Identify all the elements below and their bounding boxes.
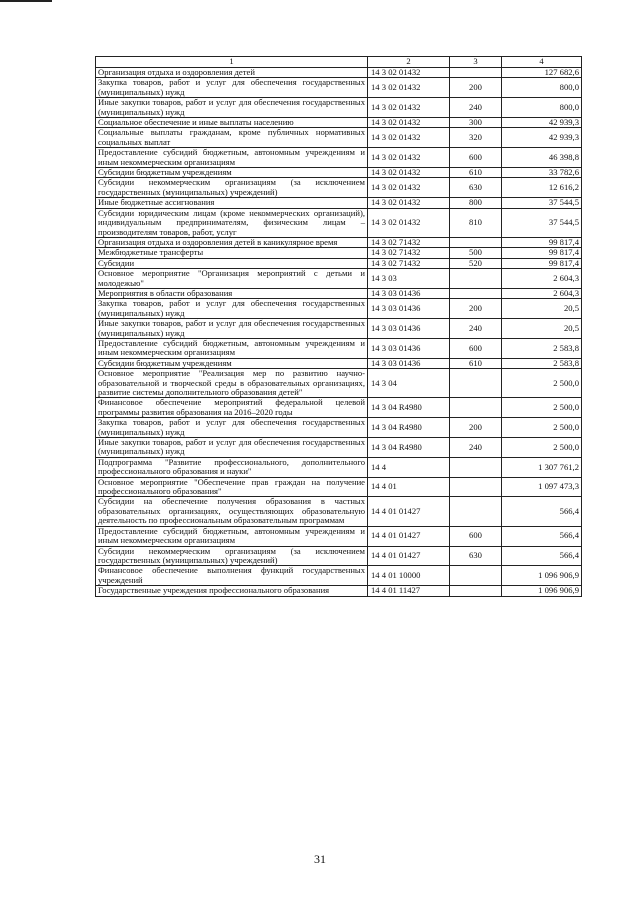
table-row <box>96 248 582 258</box>
table-row <box>96 68 582 78</box>
row-code: 14 3 02 71432 <box>368 248 450 258</box>
row-name: Подпрограмма "Развитие профессионального, дополнительного профессионального образования и науки" <box>96 457 368 477</box>
table-row <box>96 586 582 596</box>
table-row <box>96 208 582 237</box>
row-code: 14 3 04 <box>368 369 450 398</box>
row-name: Субсидии некоммерческим организациям (за исключением государственных (муниципальных) учреждений) <box>96 178 368 198</box>
row-code: 14 3 04 R4980 <box>368 398 450 418</box>
row-code: 14 3 02 01432 <box>368 78 450 98</box>
row-amount: 20,5 <box>502 299 582 319</box>
table-row <box>96 546 582 566</box>
row-type <box>450 237 502 247</box>
table-row <box>96 566 582 586</box>
table-row <box>96 497 582 526</box>
row-type: 520 <box>450 258 502 268</box>
row-type: 240 <box>450 98 502 118</box>
row-type <box>450 369 502 398</box>
row-amount: 2 583,8 <box>502 358 582 368</box>
row-type <box>450 586 502 596</box>
row-amount: 20,5 <box>502 319 582 339</box>
row-code: 14 3 02 71432 <box>368 237 450 247</box>
row-name: Предоставление субсидий бюджетным, автономным учреждениям и иным некоммерческим организациям <box>96 338 368 358</box>
table-row <box>96 319 582 339</box>
row-type <box>450 288 502 298</box>
row-name: Государственные учреждения профессионального образования <box>96 586 368 596</box>
row-code: 14 3 02 01432 <box>368 198 450 208</box>
table-row <box>96 526 582 546</box>
row-name: Межбюджетные трансферты <box>96 248 368 258</box>
table-row <box>96 398 582 418</box>
row-type <box>450 68 502 78</box>
row-amount: 2 500,0 <box>502 418 582 438</box>
row-code: 14 3 02 01432 <box>368 68 450 78</box>
row-code: 14 3 02 71432 <box>368 258 450 268</box>
row-type: 600 <box>450 148 502 168</box>
row-type: 610 <box>450 168 502 178</box>
table-row <box>96 128 582 148</box>
table-row <box>96 118 582 128</box>
row-name: Иные закупки товаров, работ и услуг для обеспечения государственных (муниципальных) нужд <box>96 98 368 118</box>
row-code: 14 4 01 10000 <box>368 566 450 586</box>
row-name: Мероприятия в области образования <box>96 288 368 298</box>
row-type: 810 <box>450 208 502 237</box>
row-code: 14 3 04 R4980 <box>368 438 450 458</box>
row-amount: 566,4 <box>502 497 582 526</box>
row-name: Социальное обеспечение и иные выплаты населению <box>96 118 368 128</box>
row-type: 600 <box>450 526 502 546</box>
row-type: 240 <box>450 319 502 339</box>
row-amount: 33 782,6 <box>502 168 582 178</box>
table-row <box>96 369 582 398</box>
row-code: 14 3 03 01436 <box>368 319 450 339</box>
row-type <box>450 497 502 526</box>
row-name: Иные бюджетные ассигнования <box>96 198 368 208</box>
row-amount: 566,4 <box>502 546 582 566</box>
row-name: Предоставление субсидий бюджетным, автономным учреждениям и иным некоммерческим организациям <box>96 526 368 546</box>
row-amount: 2 604,3 <box>502 288 582 298</box>
row-name: Организация отдыха и оздоровления детей <box>96 68 368 78</box>
table-row <box>96 148 582 168</box>
row-code: 14 3 03 01436 <box>368 299 450 319</box>
row-code: 14 3 03 01436 <box>368 288 450 298</box>
row-amount: 1 097 473,3 <box>502 477 582 497</box>
row-code: 14 3 02 01432 <box>368 208 450 237</box>
row-name: Субсидии <box>96 258 368 268</box>
row-code: 14 4 01 01427 <box>368 546 450 566</box>
row-amount: 127 682,6 <box>502 68 582 78</box>
row-code: 14 3 03 01436 <box>368 338 450 358</box>
row-amount: 800,0 <box>502 98 582 118</box>
table-row <box>96 269 582 289</box>
table-row <box>96 438 582 458</box>
row-code: 14 3 02 01432 <box>368 148 450 168</box>
row-name: Основное мероприятие "Обеспечение прав граждан на получение профессионального образования" <box>96 477 368 497</box>
table-row <box>96 178 582 198</box>
table-row <box>96 338 582 358</box>
row-type: 610 <box>450 358 502 368</box>
row-code: 14 3 02 01432 <box>368 118 450 128</box>
row-code: 14 4 <box>368 457 450 477</box>
row-name: Основное мероприятие "Организация мероприятий с детьми и молодежью" <box>96 269 368 289</box>
table-row <box>96 299 582 319</box>
row-code: 14 3 04 R4980 <box>368 418 450 438</box>
row-amount: 42 939,3 <box>502 118 582 128</box>
row-name: Закупка товаров, работ и услуг для обеспечения государственных (муниципальных) нужд <box>96 418 368 438</box>
table-row <box>96 237 582 247</box>
row-name: Социальные выплаты гражданам, кроме публичных нормативных социальных выплат <box>96 128 368 148</box>
table-row <box>96 258 582 268</box>
row-name: Предоставление субсидий бюджетным, автономным учреждениям и иным некоммерческим организациям <box>96 148 368 168</box>
row-amount: 2 604,3 <box>502 269 582 289</box>
row-name: Субсидии юридическим лицам (кроме некоммерческих организаций), индивидуальным предпринимателям, физическим лицам – производителям товаров, работ, услуг <box>96 208 368 237</box>
row-name: Субсидии на обеспечение получения образования в частных образовательных организациях, осуществляющих образовательную деятельность по профессиональным образовательным программам <box>96 497 368 526</box>
row-code: 14 3 03 01436 <box>368 358 450 368</box>
row-amount: 99 817,4 <box>502 248 582 258</box>
table-row <box>96 98 582 118</box>
row-code: 14 3 02 01432 <box>368 168 450 178</box>
table-header-row <box>96 57 582 68</box>
row-code: 14 4 01 11427 <box>368 586 450 596</box>
row-name: Иные закупки товаров, работ и услуг для обеспечения государственных (муниципальных) нужд <box>96 319 368 339</box>
row-amount: 46 398,8 <box>502 148 582 168</box>
row-type: 200 <box>450 418 502 438</box>
row-code: 14 4 01 01427 <box>368 497 450 526</box>
row-amount: 99 817,4 <box>502 237 582 247</box>
row-name: Закупка товаров, работ и услуг для обеспечения государственных (муниципальных) нужд <box>96 78 368 98</box>
row-name: Субсидии бюджетным учреждениям <box>96 358 368 368</box>
page-number: 31 <box>314 852 326 866</box>
row-name: Субсидии некоммерческим организациям (за исключением государственных (муниципальных) учреждений) <box>96 546 368 566</box>
top-margin-mark <box>0 0 52 2</box>
row-type <box>450 566 502 586</box>
table-row <box>96 457 582 477</box>
row-code: 14 3 02 01432 <box>368 178 450 198</box>
table-row <box>96 168 582 178</box>
header-col-4: 4 <box>502 57 582 68</box>
budget-table <box>95 56 582 597</box>
row-type <box>450 457 502 477</box>
header-col-2: 2 <box>368 57 450 68</box>
row-amount: 2 500,0 <box>502 398 582 418</box>
row-code: 14 4 01 01427 <box>368 526 450 546</box>
row-type: 500 <box>450 248 502 258</box>
row-amount: 800,0 <box>502 78 582 98</box>
header-col-3: 3 <box>450 57 502 68</box>
header-col-1: 1 <box>96 57 368 68</box>
row-type: 630 <box>450 178 502 198</box>
row-type <box>450 398 502 418</box>
row-amount: 1 307 761,2 <box>502 457 582 477</box>
table-row <box>96 477 582 497</box>
row-type: 800 <box>450 198 502 208</box>
row-amount: 37 544,5 <box>502 198 582 208</box>
row-code: 14 3 02 01432 <box>368 128 450 148</box>
row-amount: 42 939,3 <box>502 128 582 148</box>
row-amount: 2 500,0 <box>502 369 582 398</box>
row-amount: 37 544,5 <box>502 208 582 237</box>
row-type: 630 <box>450 546 502 566</box>
row-name: Организация отдыха и оздоровления детей в каникулярное время <box>96 237 368 247</box>
table-row <box>96 288 582 298</box>
row-amount: 12 616,2 <box>502 178 582 198</box>
row-code: 14 4 01 <box>368 477 450 497</box>
row-code: 14 3 03 <box>368 269 450 289</box>
row-name: Субсидии бюджетным учреждениям <box>96 168 368 178</box>
row-type <box>450 269 502 289</box>
row-amount: 1 096 906,9 <box>502 566 582 586</box>
row-name: Финансовое обеспечение мероприятий федеральной целевой программы развития образования на 2016–2020 годы <box>96 398 368 418</box>
row-type: 300 <box>450 118 502 128</box>
budget-table-body <box>96 57 582 597</box>
row-code: 14 3 02 01432 <box>368 98 450 118</box>
table-row <box>96 418 582 438</box>
row-amount: 1 096 906,9 <box>502 586 582 596</box>
row-type: 200 <box>450 78 502 98</box>
row-name: Иные закупки товаров, работ и услуг для обеспечения государственных (муниципальных) нужд <box>96 438 368 458</box>
row-name: Финансовое обеспечение выполнения функций государственных учреждений <box>96 566 368 586</box>
table-row <box>96 78 582 98</box>
table-row <box>96 198 582 208</box>
row-type: 240 <box>450 438 502 458</box>
table-row <box>96 358 582 368</box>
row-type <box>450 477 502 497</box>
row-type: 320 <box>450 128 502 148</box>
row-type: 600 <box>450 338 502 358</box>
row-amount: 99 817,4 <box>502 258 582 268</box>
row-amount: 566,4 <box>502 526 582 546</box>
row-name: Основное мероприятие "Реализация мер по развитию научно-образовательной и творческой среды в образовательных организациях, развитие системы дополнительного образования детей" <box>96 369 368 398</box>
row-name: Закупка товаров, работ и услуг для обеспечения государственных (муниципальных) нужд <box>96 299 368 319</box>
row-amount: 2 583,8 <box>502 338 582 358</box>
row-type: 200 <box>450 299 502 319</box>
row-amount: 2 500,0 <box>502 438 582 458</box>
